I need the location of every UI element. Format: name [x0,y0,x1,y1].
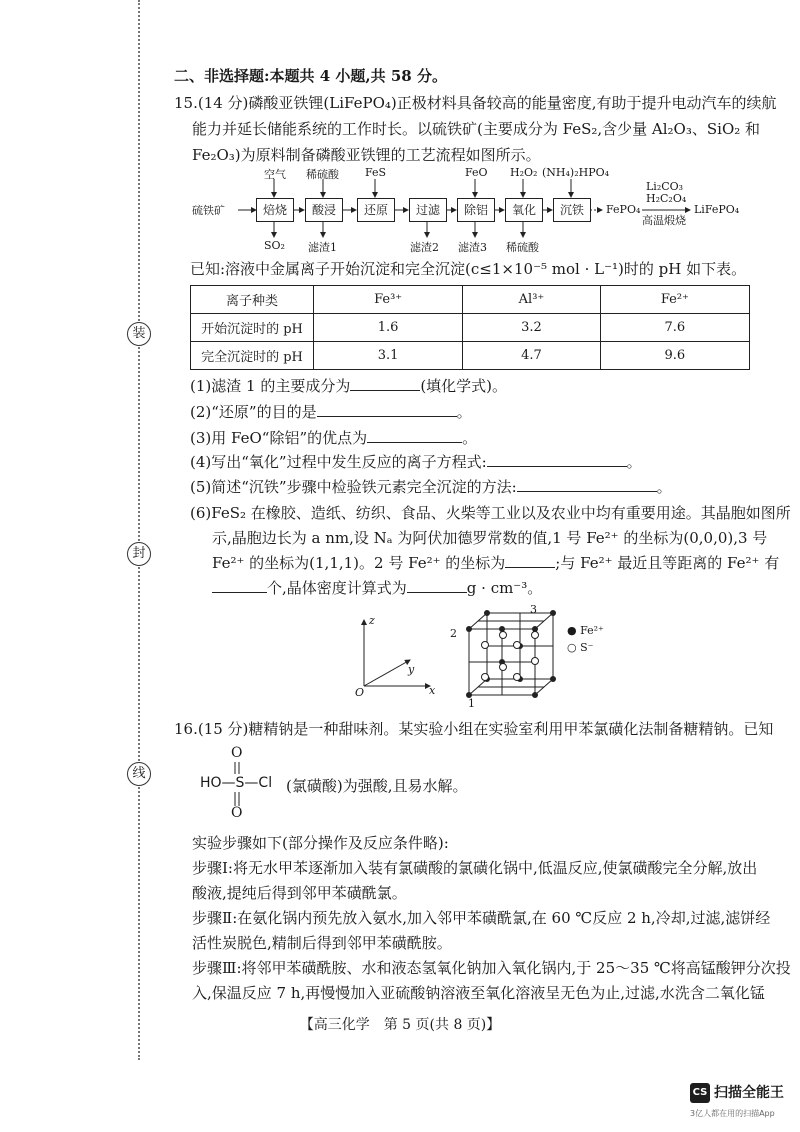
q15-sub6-line3 [212,553,779,573]
flow-start: 硫铁矿 [192,204,225,217]
answer-blank[interactable] [212,578,267,593]
input-fes: FeS [365,166,387,179]
q15-sub6-line3-tail: ;与 Fe²⁺ 最近且等距离的 Fe²⁺ 有 [555,554,780,572]
step-box-roast: 焙烧 [256,198,294,222]
condition-calcine: 高温煅烧 [642,214,686,227]
q16-step1-b: 酸液,提纯后得到邻甲苯磺酰氯。 [192,884,407,902]
answer-blank[interactable] [487,452,627,467]
struct-description: (氯磺酸)为强酸,且易水解。 [286,777,468,795]
step-box-precipitate-fe: 沉铁 [553,198,591,222]
legend-fe2: ● Fe²⁺ [567,624,604,637]
table-cell: 开始沉淀时的 pH [191,314,314,342]
table-header-cell: 离子种类 [191,286,314,314]
table-cell: 完全沉淀时的 pH [191,342,314,370]
binding-mark-zhuang: 装 [127,322,151,346]
table-header-cell: Fe³⁺ [314,286,463,314]
intermediate-fepo4: FePO₄ [606,203,641,216]
struct-o-bottom: O [231,805,243,821]
q15-sub1 [190,376,507,396]
q16-step3-b: 入,保温反应 7 h,再慢慢加入亚硫酸钠溶液至氧化溶液呈无色为止,过滤,水洗含二氧化锰 [192,984,765,1002]
q15-line2: 能力并延长储能系统的工作时长。以硫铁矿(主要成分为 FeS₂,含少量 Al₂O₃、SiO₂ 和 [192,120,761,138]
axis-x-label: x [429,684,436,697]
output-residue1: 滤渣1 [308,241,337,254]
q15-sub5-tail: 。 [656,478,672,496]
page-footer: 【高三化学 第 5 页(共 8 页)】 [299,1017,501,1033]
answer-blank[interactable] [317,402,457,417]
q15-sub3-text: (3)用 FeO“除铝”的优点为 [190,429,368,447]
table-header-row [191,286,750,314]
legend-s: ○ S⁻ [567,641,594,654]
q15-sub2-tail: 。 [456,403,472,421]
output-residue3: 滤渣3 [458,241,487,254]
table-cell: 3.2 [463,314,600,342]
axis-z-label: z [369,614,375,627]
q15-sub6-line4-text: 个,晶体密度计算式为 [267,579,407,597]
step-box-reduce: 还原 [357,198,395,222]
output-dilute-h2so4: 稀硫酸 [506,241,539,254]
ph-table [190,285,750,370]
q16-step3-a: 步骤Ⅲ:将邻甲苯磺酰胺、水和液态氢氧化钠加入氧化锅内,于 25～35 ℃将高锰酸钾分次投 [192,959,791,977]
q15-sub6-line4-tail: g · cm⁻³。 [466,579,543,597]
input-dilute-h2so4: 稀硫酸 [306,168,339,181]
q15-sub5 [190,477,672,497]
table-cell: 3.1 [314,342,463,370]
output-so2: SO₂ [264,239,285,252]
section-header: 二、非选择题:本题共 4 小题,共 58 分。 [174,67,447,85]
q15-sub2-text: (2)“还原”的目的是 [190,403,317,421]
input-nh4-hpo4: (NH₄)₂HPO₄ [542,166,610,179]
product-lifepo4: LiFePO₄ [694,203,740,216]
answer-blank[interactable] [517,477,657,492]
input-air: 空气 [264,168,286,181]
output-residue2: 滤渣2 [410,241,439,254]
q15-sub6-line3-text: Fe²⁺ 的坐标为(1,1,1)。2 号 Fe²⁺ 的坐标为 [212,554,506,572]
answer-blank[interactable] [367,428,462,443]
camscanner-logo-icon: CS [690,1083,710,1103]
legend-s-text: S⁻ [580,641,594,654]
table-cell: 1.6 [314,314,463,342]
struct-chlorosulfonic: HO—S—Cl [200,775,273,791]
q16-step2-b: 活性炭脱色,精制后得到邻甲苯磺酰胺。 [192,934,452,952]
binding-dotted-line [138,0,140,1060]
q15-sub3 [190,428,477,448]
q15-sub4-tail: 。 [626,453,642,471]
q15-line1: 15.(14 分)磷酸亚铁锂(LiFePO₄)正极材料具备较高的能量密度,有助于提升电动汽车的续航 [174,94,777,112]
reagent-li2co3: Li₂CO₃ [646,180,684,193]
input-feo: FeO [465,166,488,179]
crystal-cell-diagram [455,605,565,705]
q15-sub1-text: (1)滤渣 1 的主要成分为 [190,377,351,395]
q15-sub2 [190,402,472,422]
q16-line1: 16.(15 分)糖精钠是一种甜味剂。某实验小组在实验室利用甲苯氯磺化法制备糖精钠。已知 [174,720,774,738]
known-condition-text: 已知:溶液中金属离子开始沉淀和完全沉淀(c≤1×10⁻⁵ mol · L⁻¹)时的 pH 如下表。 [190,260,747,278]
table-cell: 4.7 [463,342,600,370]
q15-sub3-tail: 。 [462,429,478,447]
table-cell: 9.6 [600,342,749,370]
answer-blank[interactable] [407,578,467,593]
q15-sub6-line2: 示,晶胞边长为 a nm,设 Nₐ 为阿伏加德罗常数的值,1 号 Fe²⁺ 的坐标为(0,0,0),3 号 [212,529,768,547]
crystal-label-2: 2 [450,627,457,640]
answer-blank[interactable] [505,553,555,568]
crystal-label-3: 3 [530,603,537,616]
q15-line3: Fe₂O₃)为原料制备磷酸亚铁锂的工艺流程如图所示。 [192,146,541,164]
binding-mark-xian: 线 [127,762,151,786]
answer-blank[interactable] [350,376,420,391]
step-box-oxidize: 氧化 [505,198,543,222]
struct-double-bonds [230,760,244,808]
table-header-cell: Fe²⁺ [600,286,749,314]
q15-sub6-line4 [212,578,542,598]
q15-sub5-text: (5)简述“沉铁”步骤中检验铁元素完全沉淀的方法: [190,478,517,496]
binding-mark-feng: 封 [127,542,151,566]
step-box-remove-al: 除铝 [457,198,495,222]
table-cell: 7.6 [600,314,749,342]
camscanner-name: 扫描全能王 [714,1085,784,1101]
q15-sub6-line1: (6)FeS₂ 在橡胶、造纸、纺织、食品、火柴等工业以及农业中均有重要用途。其晶胞如图所 [190,504,791,522]
crystal-label-1: 1 [468,697,475,710]
step-box-filter: 过滤 [409,198,447,222]
camscanner-slogan: 3亿人都在用的扫描App [690,1109,775,1118]
table-row [191,314,750,342]
step-box-acid-leach: 酸浸 [305,198,343,222]
axis-origin-label: O [355,686,365,699]
q16-steps-intro: 实验步骤如下(部分操作及反应条件略): [192,834,449,852]
q15-sub1-tail: (填化学式)。 [420,377,508,395]
q15-sub4 [190,452,642,472]
table-row [191,342,750,370]
struct-o-top: O [231,745,243,761]
input-h2o2: H₂O₂ [510,166,538,179]
reagent-h2c2o4: H₂C₂O₄ [646,192,687,205]
q15-sub4-text: (4)写出“氧化”过程中发生反应的离子方程式: [190,453,487,471]
q16-step2-a: 步骤Ⅱ:在氨化锅内预先放入氨水,加入邻甲苯磺酰氯,在 60 ℃反应 2 h,冷却,过滤,滤饼经 [192,909,771,927]
table-header-cell: Al³⁺ [463,286,600,314]
q16-step1-a: 步骤Ⅰ:将无水甲苯逐渐加入装有氯磺酸的氯磺化锅中,低温反应,使氯磺酸完全分解,放出 [192,859,758,877]
legend-fe2-text: Fe²⁺ [580,624,604,637]
axis-y-label: y [408,663,415,676]
